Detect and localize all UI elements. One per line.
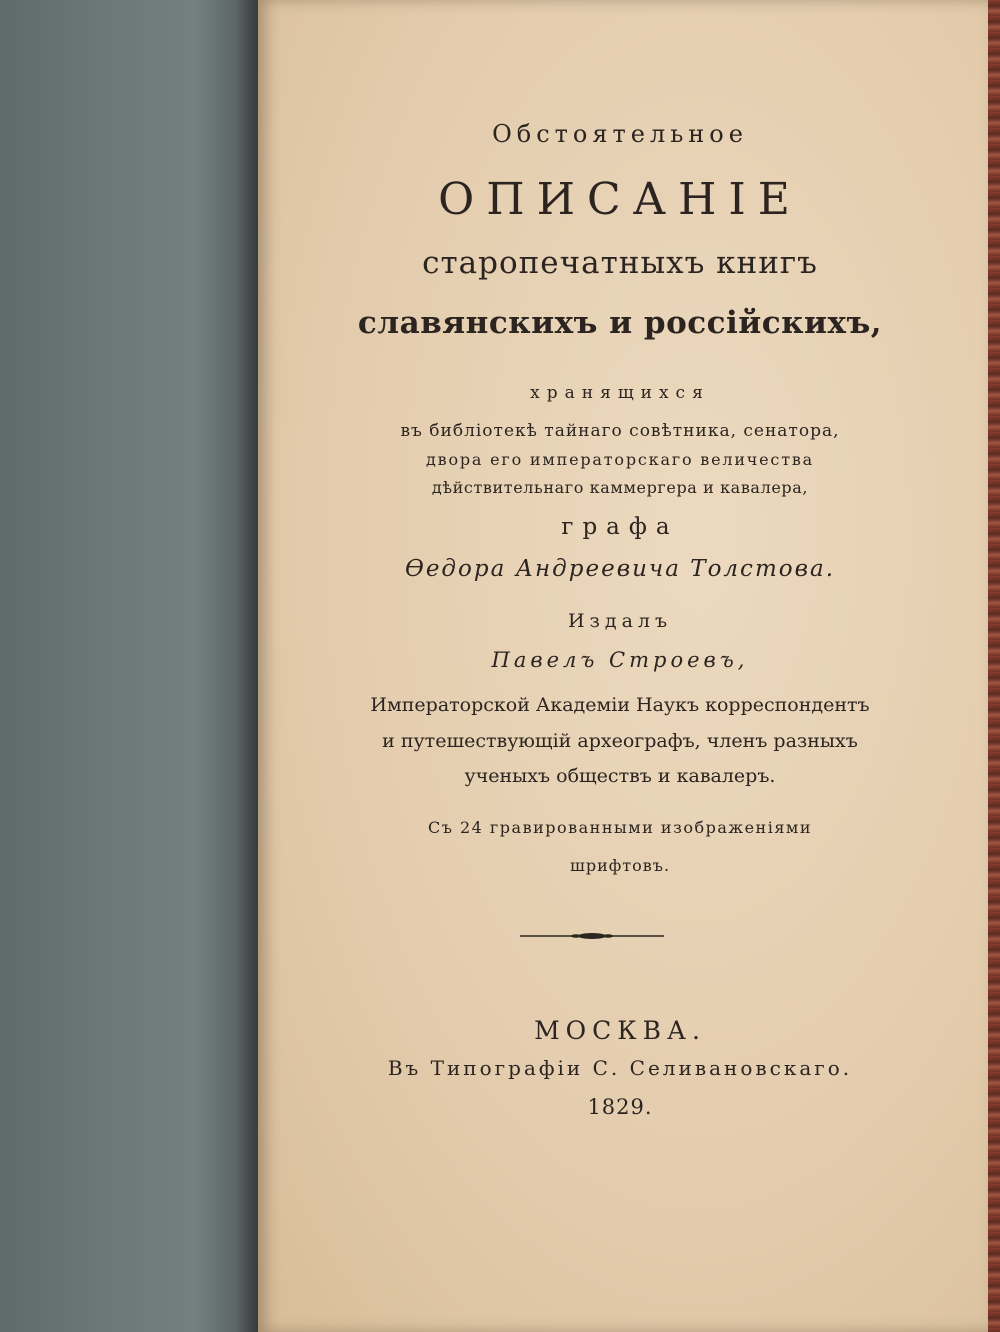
imprint-press: Въ Типографіи С. Селивановскаго. xyxy=(387,1056,853,1080)
title-line-1: Обстоятельное xyxy=(492,120,748,148)
illustrations-note-1: Съ 24 гравированными изображеніями xyxy=(427,818,813,837)
subtitle-line-4: дѣйствительнаго каммергера и кавалера, xyxy=(431,478,809,497)
owner-name: Ѳедора Андреевича Толстова. xyxy=(404,556,836,582)
subtitle-line-3: двора его императорскаго величества xyxy=(426,450,814,469)
illustrations-note-2: шрифтовъ. xyxy=(569,856,671,875)
book-edge xyxy=(988,0,1000,1332)
subtitle-line-2: въ библіотекѣ тайнаго совѣтника, сенатора, xyxy=(400,421,840,441)
endpaper xyxy=(0,0,262,1332)
title-line-4: славянскихъ и россійскихъ, xyxy=(357,305,883,341)
publisher-name: Павелъ Строевъ, xyxy=(491,648,749,672)
publisher-desc-3: ученыхъ обществъ и кавалеръ. xyxy=(464,765,776,787)
imprint-city: МОСКВА. xyxy=(534,1016,706,1045)
title-main: ОПИСАНІЕ xyxy=(438,174,802,225)
owner-title: графа xyxy=(561,514,679,540)
publisher-desc-1: Императорской Академіи Наукъ корреспондентъ xyxy=(370,694,870,716)
ornament-divider xyxy=(520,928,664,944)
subtitle-line-1: хранящихся xyxy=(530,383,710,403)
publisher-label: Издалъ xyxy=(567,610,673,632)
imprint-year: 1829. xyxy=(587,1095,653,1119)
publisher-desc-2: и путешествующій археографъ, членъ разныхъ xyxy=(382,730,858,752)
title-line-3: старопечатныхъ книгъ xyxy=(422,245,818,281)
